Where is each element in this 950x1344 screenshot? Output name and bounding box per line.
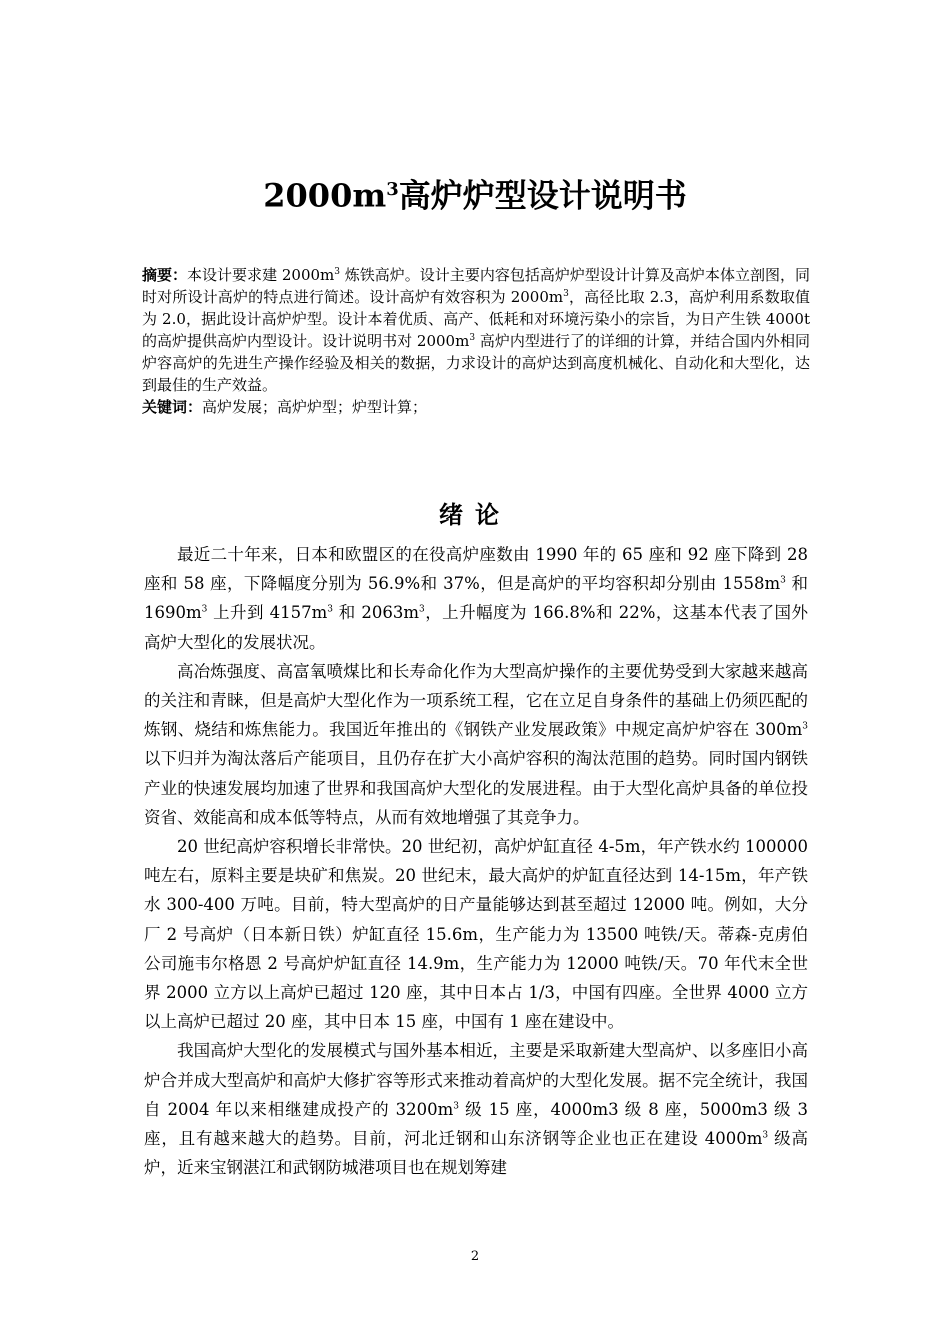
abstract-text: 高炉内型进行了的详细的计算，并结合国内外相同炉容高炉的先进生产操作经验及相关的数据，力求设计的高炉达到高度机械化、自动化和大型化，达到最佳的生产效益。 [142,332,810,394]
text-run: 和 1690m [144,574,809,623]
abstract-paragraph [142,264,810,396]
superscript: 3 [802,721,808,732]
paragraph: 20 世纪高炉容积增长非常快。20 世纪初，高炉炉缸直径 4-5m，年产铁水约 100000 吨左右，原料主要是块矿和焦炭。20 世纪末，最大高炉的炉缸直径达到 14-15m，年产铁水 300-400 万吨。目前，特大型高炉的日产量能够达到甚至超过 12000 吨。例如，大分厂 2 号高炉（日本新日铁）炉缸直径 15.6m，生产能力为 13500 吨铁/天。蒂森-克虏伯公司施韦尔格恩 2 号高炉炉缸直径 14.9m，生产能力为 12000 吨铁/天。70 年代末全世界 2000 立方以上高炉已超过 120 座，其中日本占 1/3，中国有四座。全世界 4000 立方以上高炉已超过 20 座，其中日本 15 座，中国有 1 座在建设中。 [144,837,808,1032]
title-superscript: 3 [386,179,399,200]
abstract-text: 本设计要求建 2000m [187,266,335,284]
superscript: 3 [563,289,569,299]
paragraph [144,1036,808,1182]
paragraph [144,657,808,832]
section-heading: 绪论 [439,501,511,529]
body-text [144,540,808,1182]
text-run: 级高炉，近来宝钢湛江和武钢防城港项目也在规划筹建 [144,1129,808,1178]
text-run: 最近二十年来，日本和欧盟区的在役高炉座数由 1990 年的 65 座和 92 座下降到 28 座和 58 座，下降幅度分别为 56.9%和 37%，但是高炉的平均容积却分别由 1558m [144,545,808,594]
superscript: 3 [334,267,340,277]
abstract-text: 炼铁高炉。设计主要内容包括高炉炉型设计计算及高炉本体立剖图，同时对所设计高炉的特点进行简述。设计高炉有效容积为 2000m [142,266,810,306]
abstract-label: 摘要： [142,266,188,284]
document-title [0,168,950,218]
superscript: 3 [469,333,476,343]
keywords-label: 关键词： [142,398,203,416]
keywords-line [142,396,810,418]
abstract-text: ，高径比取 2.3，高炉利用系数取值为 2.0，据此设计高炉炉型。设计本着优质、高产、低耗和对环境污染小的宗旨，为日产生铁 4000t 的高炉提供高炉内型设计。设计说明书对 2000m [142,288,811,350]
superscript: 3 [453,1101,459,1112]
text-run: 级 15 座，4000m3 级 8 座，5000m3 级 3 座，且有越来越大的趋势。目前，河北迁钢和山东济钢等企业也正在建设 4000m [144,1099,808,1149]
text-run: 我国高炉大型化的发展模式与国外基本相近，主要是采取新建大型高炉、以多座旧小高炉合并成大型高炉和高炉大修扩容等形式来推动着高炉的大型化发展。据不完全统计，我国自 2004 年以来相继建成投产的 3200m [144,1041,808,1119]
superscript: 3 [762,1130,769,1141]
title-suffix: 高炉炉型设计说明书 [398,176,687,215]
superscript: 3 [201,604,208,615]
paragraph [144,540,808,657]
text-run: 上升到 4157m [207,603,328,623]
page-number: 2 [470,1249,480,1264]
superscript: 3 [419,604,425,615]
text-run: ，上升幅度为 166.8%和 22%，这基本代表了国外高炉大型化的发展状况。 [144,603,808,652]
text-run: 以下归并为淘汰落后产能项目，且仍存在扩大小高炉容积的淘汰范围的趋势。同时国内钢铁产业的快速发展均加速了世界和我国高炉大型化的发展进程。由于大型化高炉具备的单位投资省、效能高和成本低等特点，从而有效地增强了其竞争力。 [144,749,808,827]
keywords-text: 高炉发展；高炉炉型；炉型计算； [202,398,428,416]
abstract-block [142,264,810,418]
superscript: 3 [780,575,786,586]
title-prefix: 2000m [263,176,387,215]
text-run: 高冶炼强度、高富氧喷煤比和长寿命化作为大型高炉操作的主要优势受到大家越来越高的关注和青睐，但是高炉大型化作为一项系统工程，它在立足自身条件的基础上仍须匹配的炼钢、烧结和炼焦能力。我国近年推出的《钢铁产业发展政策》中规定高炉炉容在 300m [144,661,808,740]
superscript: 3 [327,604,334,615]
text-run: 和 2063m [333,603,420,623]
